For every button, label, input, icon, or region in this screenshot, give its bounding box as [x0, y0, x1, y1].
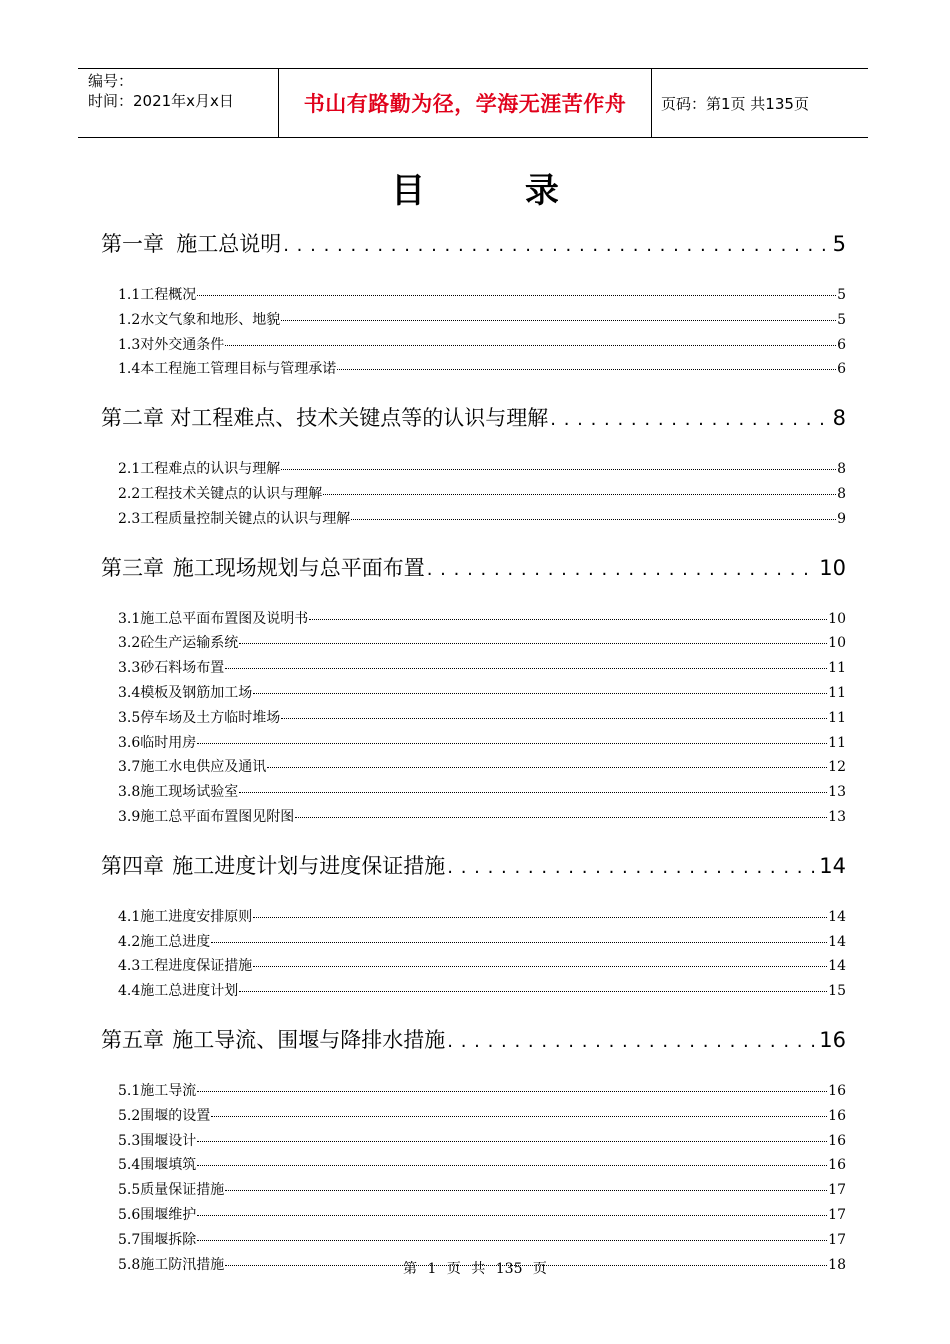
section-page-number: 17 [828, 1231, 846, 1248]
chapter-title: 施工导流、围堰与降排水措施 [172, 1027, 446, 1052]
header-meta-cell [78, 69, 278, 137]
dot-leader [197, 1214, 827, 1216]
section-page-number: 9 [837, 510, 846, 527]
dot-leader [281, 717, 827, 719]
section-page-number: 11 [828, 660, 846, 677]
section-label: 4.2施工总进度 [118, 933, 211, 950]
section-label: 2.2工程技术关键点的认识与理解 [118, 485, 323, 502]
toc-section-entry[interactable] [101, 707, 846, 732]
document-header [78, 68, 868, 138]
toc-section-entry[interactable] [101, 732, 846, 757]
toc-section-entry[interactable] [101, 483, 846, 508]
toc-section-entry[interactable] [101, 931, 846, 956]
section-page-number: 6 [837, 361, 846, 378]
toc-chapter-entry[interactable] [101, 228, 846, 264]
section-page-number: 5 [837, 287, 846, 303]
section-label: 5.3围堰设计 [118, 1132, 197, 1149]
dot-leader [211, 941, 827, 943]
toc-section-entry[interactable] [101, 334, 846, 359]
dot-leader [351, 518, 836, 520]
page-footer: 第 1 页 共 135 页 [403, 1261, 547, 1277]
section-page-number: 16 [828, 1107, 846, 1124]
section-label: 5.1施工导流 [118, 1082, 197, 1099]
section-page-number: 8 [837, 485, 846, 502]
section-page-number: 14 [828, 908, 846, 925]
toc-section-entry[interactable] [101, 458, 846, 483]
toc-section-list [101, 1080, 846, 1278]
section-label: 4.1施工进度安排原则 [118, 908, 253, 925]
toc-chapter-entry[interactable] [101, 1024, 846, 1060]
section-label: 4.3工程进度保证措施 [118, 958, 253, 975]
section-label: 3.1施工总平面布置图及说明书 [118, 610, 309, 627]
dot-leader [283, 232, 830, 256]
section-label: 5.8施工防汛措施 [118, 1256, 225, 1273]
section-page-number: 16 [828, 1082, 846, 1099]
chapter-page-number: 5 [832, 232, 846, 256]
toc-section-entry[interactable] [101, 632, 846, 657]
chapter-page-number: 10 [819, 555, 846, 580]
section-label: 5.6围堰维护 [118, 1206, 197, 1223]
chapter-label: 第五章 [101, 1027, 164, 1052]
dot-leader [197, 1164, 827, 1166]
toc-section-entry[interactable] [101, 1080, 846, 1105]
section-page-number: 13 [828, 784, 846, 801]
toc-section-entry[interactable] [101, 1229, 846, 1254]
section-label: 4.4施工总进度计划 [118, 983, 239, 1000]
section-label: 5.2围堰的设置 [118, 1107, 211, 1124]
document-time-label: 时间：2021年x月x日 [88, 92, 234, 110]
toc-section-list [101, 608, 846, 831]
chapter-title: 对工程难点、技术关键点等的认识与理解 [170, 406, 549, 431]
chapter-page-number: 16 [819, 1027, 846, 1052]
section-label: 5.4围堰填筑 [118, 1157, 197, 1174]
dot-leader [337, 368, 836, 370]
section-label: 1.2水文气象和地形、地貌 [118, 311, 281, 328]
toc-section-entry[interactable] [101, 806, 846, 831]
dot-leader [239, 791, 827, 793]
dot-leader [309, 618, 827, 620]
header-motto: 书山有路勤为径，学海无涯苦作舟 [303, 92, 627, 116]
toc-section-list [101, 458, 846, 532]
toc-section-entry[interactable] [101, 284, 846, 309]
toc-section-list [101, 284, 846, 383]
section-label: 5.5质量保证措施 [118, 1182, 225, 1199]
toc-section-entry[interactable] [101, 906, 846, 931]
toc-section-entry[interactable] [101, 1105, 846, 1130]
table-of-contents [101, 228, 846, 1297]
section-label: 3.8施工现场试验室 [118, 784, 239, 801]
chapter-label: 第三章 [101, 555, 164, 580]
chapter-title: 施工现场规划与总平面布置 [172, 555, 425, 580]
dot-leader [239, 990, 827, 992]
header-motto-cell [279, 69, 651, 137]
chapter-page-number: 8 [832, 406, 846, 431]
dot-leader [225, 344, 836, 346]
section-page-number: 14 [828, 958, 846, 975]
dot-leader [550, 406, 830, 430]
toc-chapter-entry[interactable] [101, 402, 846, 438]
section-label: 3.2砼生产运输系统 [118, 635, 239, 652]
dot-leader [211, 1115, 827, 1117]
chapter-label: 第四章 [101, 853, 164, 878]
section-page-number: 8 [837, 461, 846, 478]
section-page-number: 16 [828, 1157, 846, 1174]
dot-leader [253, 692, 827, 694]
toc-section-entry[interactable] [101, 1204, 846, 1229]
section-page-number: 5 [837, 311, 846, 328]
dot-leader [225, 667, 827, 669]
section-label: 1.4本工程施工管理目标与管理承诺 [118, 361, 337, 378]
dot-leader [197, 1090, 827, 1092]
section-label: 3.9施工总平面布置图见附图 [118, 808, 295, 825]
dot-leader [197, 1239, 827, 1241]
section-page-number: 14 [828, 933, 846, 950]
chapter-title: 施工进度计划与进度保证措施 [172, 853, 446, 878]
dot-leader [267, 766, 827, 768]
toc-section-entry[interactable] [101, 955, 846, 980]
dot-leader [197, 1140, 827, 1142]
section-label: 3.3砂石料场布置 [118, 660, 225, 677]
toc-section-entry[interactable] [101, 608, 846, 633]
section-page-number: 13 [828, 808, 846, 825]
chapter-title: 施工总说明 [176, 232, 282, 256]
header-page-info: 页码：第1页 共135页 [661, 94, 809, 113]
section-label: 1.3对外交通条件 [118, 336, 225, 353]
toc-section-entry[interactable] [101, 508, 846, 533]
chapter-label: 第二章 [101, 406, 164, 431]
section-page-number: 11 [828, 734, 846, 751]
section-page-number: 16 [828, 1132, 846, 1149]
dot-leader [239, 642, 827, 644]
section-page-number: 10 [828, 610, 846, 627]
dot-leader [253, 965, 827, 967]
dot-leader [225, 1189, 827, 1191]
dot-leader [281, 319, 836, 321]
section-label: 5.7围堰拆除 [118, 1231, 197, 1248]
section-label: 2.1工程难点的认识与理解 [118, 461, 281, 478]
section-page-number: 11 [828, 709, 846, 726]
toc-section-entry[interactable] [101, 980, 846, 1005]
toc-section-entry[interactable] [101, 358, 846, 383]
section-page-number: 11 [828, 684, 846, 701]
toc-chapter-entry[interactable] [101, 552, 846, 588]
section-page-number: 17 [828, 1182, 846, 1199]
dot-leader [323, 493, 836, 495]
chapter-page-number: 14 [819, 853, 846, 878]
toc-section-entry[interactable] [101, 781, 846, 806]
section-label: 1.1工程概况 [118, 287, 197, 303]
section-label: 2.3工程质量控制关键点的认识与理解 [118, 510, 351, 527]
section-page-number: 17 [828, 1206, 846, 1223]
section-page-number: 12 [828, 759, 846, 776]
section-page-number: 18 [828, 1256, 846, 1273]
section-label: 3.6临时用房 [118, 734, 197, 751]
toc-chapter-entry[interactable] [101, 850, 846, 886]
header-page-cell [652, 69, 868, 137]
section-page-number: 6 [837, 336, 846, 353]
dot-leader [427, 556, 818, 580]
section-label: 3.5停车场及土方临时堆场 [118, 709, 281, 726]
toc-section-entry[interactable] [101, 1130, 846, 1155]
section-page-number: 10 [828, 635, 846, 652]
toc-section-list [101, 906, 846, 1005]
toc-section-entry[interactable] [101, 1179, 846, 1204]
toc-section-entry[interactable] [101, 756, 846, 781]
section-label: 3.4模板及钢筋加工场 [118, 684, 253, 701]
section-label: 3.7施工水电供应及通讯 [118, 759, 267, 776]
dot-leader [281, 468, 836, 470]
chapter-label: 第一章 [101, 232, 164, 256]
document-number-label: 编号： [88, 72, 134, 90]
section-page-number: 15 [828, 983, 846, 1000]
dot-leader [295, 816, 827, 818]
dot-leader [253, 916, 827, 918]
dot-leader [197, 742, 827, 744]
dot-leader [197, 294, 836, 296]
dot-leader [447, 1028, 817, 1052]
toc-section-entry[interactable] [101, 657, 846, 682]
toc-title: 目 录 [391, 171, 603, 211]
toc-section-entry[interactable] [101, 1154, 846, 1179]
dot-leader [447, 854, 817, 878]
toc-section-entry[interactable] [101, 682, 846, 707]
toc-section-entry[interactable] [101, 309, 846, 334]
